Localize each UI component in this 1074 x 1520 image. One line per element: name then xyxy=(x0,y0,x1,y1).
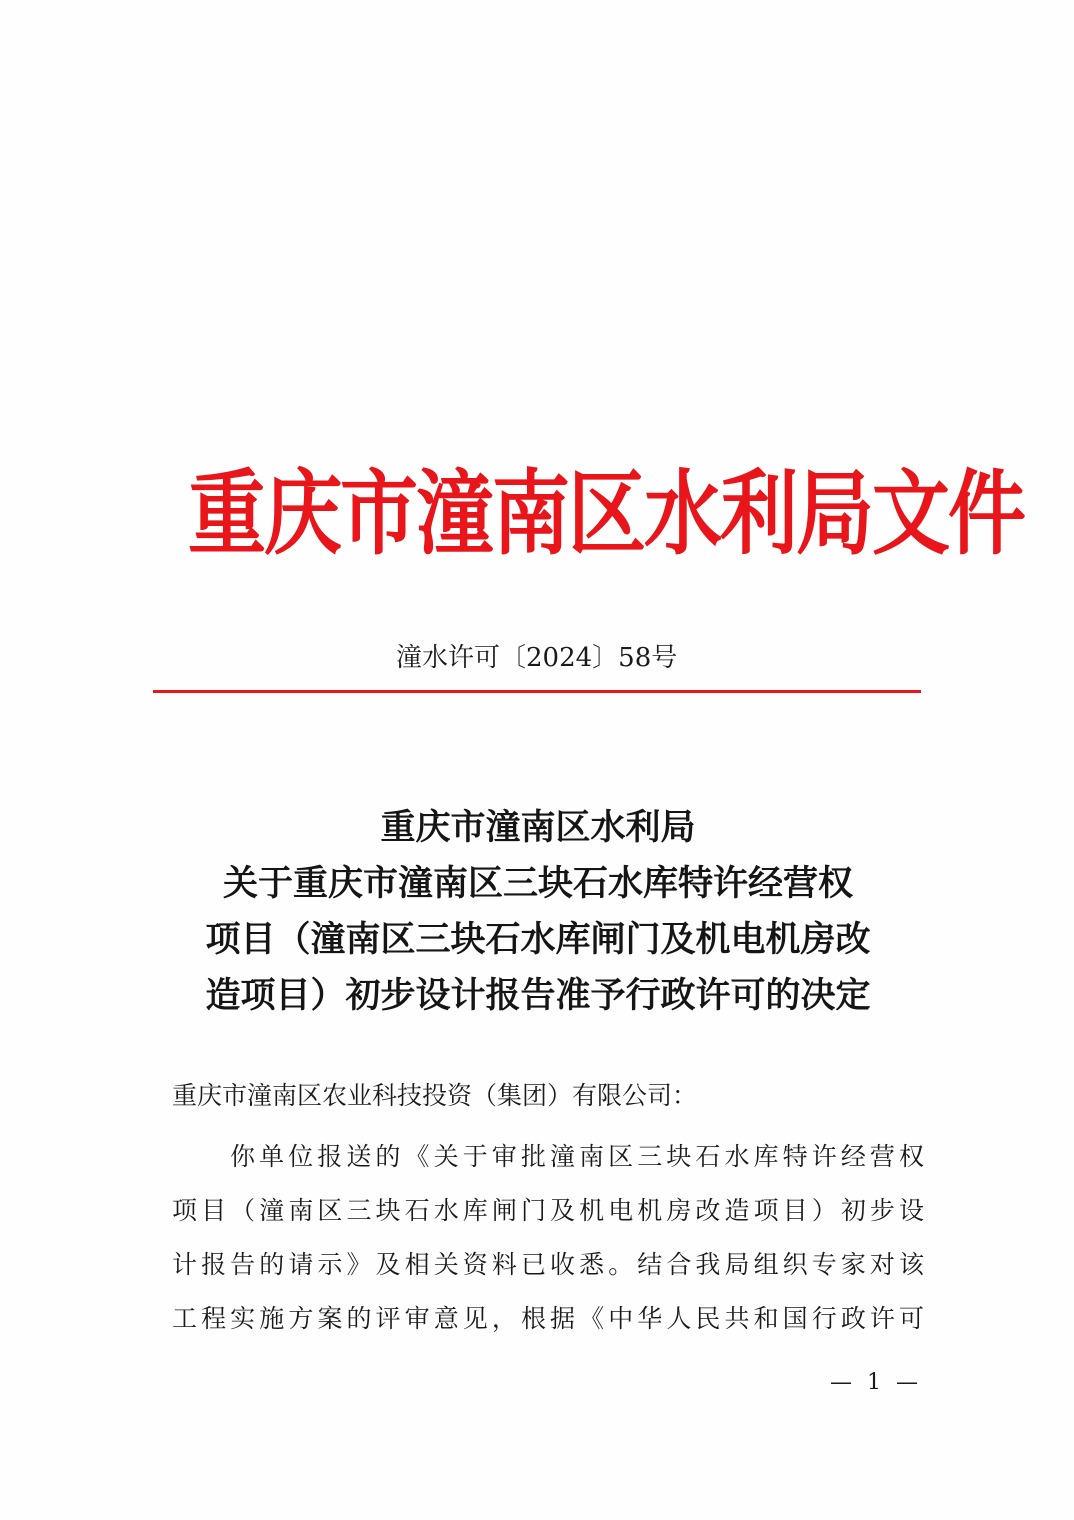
body-line: 工程实施方案的评审意见，根据《中华人民共和国行政许可 xyxy=(172,1304,924,1333)
issuing-authority-header: 重庆市潼南区水利局文件 xyxy=(188,461,1025,568)
title-line: 造项目）初步设计报告准予行政许可的决定 xyxy=(205,975,871,1016)
document-number: 潼水许可〔2024〕58号 xyxy=(396,643,678,673)
body-line: 计报告的请示》及相关资料已收悉。结合我局组织专家对该 xyxy=(172,1250,924,1279)
body-line: 你单位报送的《关于审批潼南区三块石水库特许经营权 xyxy=(230,1142,924,1171)
title-line: 项目（潼南区三块石水库闸门及机电机房改 xyxy=(205,919,871,960)
body-line: 项目（潼南区三块石水库闸门及机电机房改造项目）初步设 xyxy=(172,1196,924,1225)
body-paragraph xyxy=(172,1130,924,1346)
title-line: 关于重庆市潼南区三块石水库特许经营权 xyxy=(222,863,853,904)
page-number: — 1 — xyxy=(830,1370,922,1395)
addressee: 重庆市潼南区农业科技投资（集团）有限公司： xyxy=(172,1081,698,1110)
red-divider-line xyxy=(153,690,921,693)
title-line: 重庆市潼南区水利局 xyxy=(380,807,696,848)
document-title xyxy=(150,800,926,1024)
